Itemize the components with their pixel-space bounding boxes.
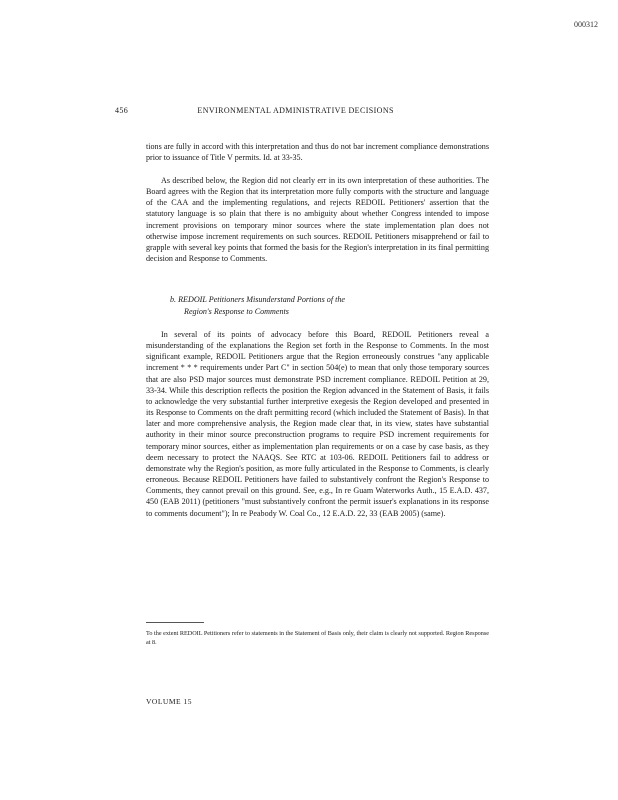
footnote: To the extent REDOIL Petitioners refer to statements in the Statement of Basis only, their claim is clearly not supported. Region Response at 8.: [146, 630, 489, 646]
volume-footer: VOLUME 15: [146, 697, 192, 706]
running-header: [115, 106, 498, 115]
scan-artifact-bottom: [0, 778, 618, 780]
paragraph-analysis: [146, 175, 489, 264]
subheading-line-2: Region's Response to Comments: [184, 307, 289, 316]
paragraph-text: In several of its points of advocacy before this Board, REDOIL Petitioners reveal a misunderstanding of the explanations the Region set forth in the Response to Comments. In the most significant example, REDOIL Petitioners argue that the Region erroneously construes "any applicable increment * * * requirements under Part C" in section 504(e) to mean that only those temporary sources that are also PSD major sources must demonstrate PSD increment compliance. REDOIL Petition at 29, 33-34. While this description reflects the position the Region advanced in the Statement of Basis, it fails to acknowledge the very substantial further interpretive exegesis the Region developed and presented in its Response to Comments on the draft permitting record (which included the Statement of Basis). In that later and more comprehensive analysis, the Region made clear that, in its view, states have substantial authority in their minor source preconstruction programs to require PSD increment requirements for temporary minor sources, either as implementation plan requirements or on a case by case basis, as they deem necessary to protect the NAAQS. See RTC at 103-06. REDOIL Petitioners fail to address or demonstrate why the Region's position, as more fully articulated in the Response to Comments, is clearly erroneous. Because REDOIL Petitioners have failed to substantively confront the Region's Response to Comments, they cannot prevail on this ground. See, e.g., In re Guam Waterworks Auth., 15 E.A.D. 437, 450 (EAB 2011) (petitioners "must substantively confront the permit issuer's explanations in its response to comments document"); In re Peabody W. Coal Co., 12 E.A.D. 22, 33 (EAB 2005) (same).: [146, 330, 489, 518]
paragraph-text: As described below, the Region did not clearly err in its own interpretation of these authorities. The Board agrees with the Region that its interpretation more fully comports with the structure and language of the CAA and the implementing regulations, and rejects REDOIL Petitioners' assertion that the statutory language is so plain that there is no ambiguity about whether Congress intended to impose increment provisions on temporary minor sources where the state implementation plan does not otherwise impose increment requirements on such sources. REDOIL Petitioners misapprehend or fail to grapple with several key points that formed the basis for the Region's interpretation in its final permitting decision and Response to Comments.: [146, 176, 489, 264]
paragraph-misunderstanding: [146, 329, 489, 519]
paragraph-continuation: [146, 141, 489, 163]
paragraph-text: tions are fully in accord with this interpretation and thus do not bar increment compliance demonstrations prior to issuance of Title V permits. Id. at 33-35.: [146, 142, 489, 163]
bates-stamp: 000312: [574, 20, 598, 29]
scan-artifact-top: [0, 10, 618, 12]
running-title: ENVIRONMENTAL ADMINISTRATIVE DECISIONS: [197, 106, 394, 115]
page-number: 456: [115, 106, 129, 115]
subheading-line-1: b. REDOIL Petitioners Misunderstand Portions of the: [170, 295, 345, 304]
footnote-divider: [146, 622, 204, 623]
section-subheading: [170, 294, 470, 318]
